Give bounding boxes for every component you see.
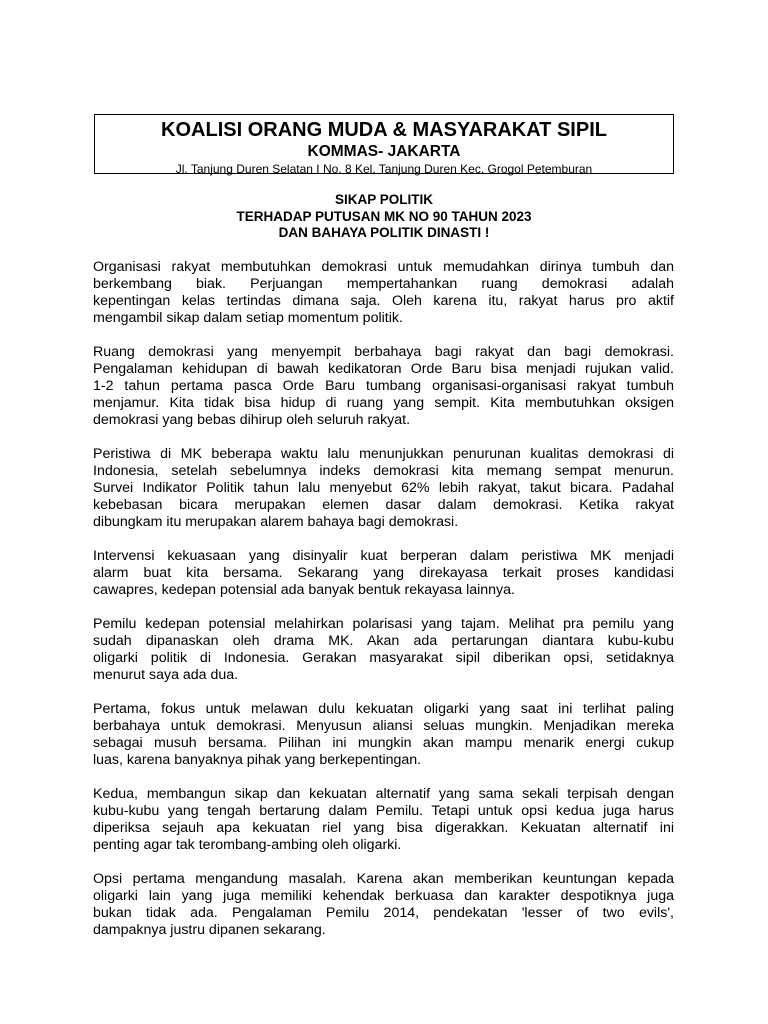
paragraph-line: Peristiwa di MK beberapa waktu lalu menunjukkan penurunan kualitas demokrasi di — [93, 446, 674, 462]
paragraph-line: berkembang biak. Perjuangan mempertahankan ruang demokrasi adalah — [93, 276, 674, 292]
paragraph-line: kebebasan bicara merupakan elemen dasar dalam demokrasi. Ketika rakyat — [93, 497, 674, 513]
paragraph-line: oligarki lain yang juga memiliki kehendak berkuasa dan karakter despotiknya juga — [93, 888, 674, 904]
title-line-3: DAN BAHAYA POLITIK DINASTI ! — [278, 225, 490, 240]
paragraph-line: dibungkam itu merupakan alarem bahaya bagi demokrasi. — [93, 514, 459, 530]
paragraph-line: Pengalaman kehidupan di bawah kedikatoran Orde Baru bisa menjadi rujukan valid. — [93, 361, 674, 377]
paragraph — [93, 871, 674, 939]
paragraph — [93, 616, 674, 684]
paragraph-line: kubu-kubu yang tengah bertarung dalam Pemilu. Tetapi untuk opsi kedua juga harus — [93, 803, 674, 819]
organization-name: KOALISI ORANG MUDA & MASYARAKAT SIPIL — [161, 119, 607, 141]
paragraph-line: Opsi pertama mengandung masalah. Karena akan memberikan keuntungan kepada — [93, 871, 674, 887]
paragraph-line: Pertama, fokus untuk melawan dulu kekuatan oligarki yang saat ini terlihat paling — [93, 701, 674, 717]
paragraph-line: Survei Indikator Politik tahun lalu menyebut 62% lebih rakyat, takut bicara. Padahal — [93, 480, 674, 496]
paragraph-line: 1-2 tahun pertama pasca Orde Baru tumbang organisasi-organisasi rakyat tumbuh — [93, 378, 674, 394]
paragraph-line: Ruang demokrasi yang menyempit berbahaya bagi rakyat dan bagi demokrasi. — [93, 344, 674, 360]
paragraph-line: menurut saya ada dua. — [93, 667, 239, 683]
paragraph-line: Pemilu kedepan potensial melahirkan polarisasi yang tajam. Melihat pra pemilu yang — [93, 616, 674, 632]
paragraph-line: mengambil sikap dalam setiap momentum politik. — [93, 310, 403, 326]
paragraph-line: sebagai musuh bersama. Pilihan ini mungkin akan mampu menarik energi cukup — [93, 735, 674, 751]
paragraph — [93, 786, 674, 854]
letterhead-box — [94, 114, 674, 174]
paragraph — [93, 344, 674, 429]
document-title — [94, 192, 674, 242]
organization-address: Jl. Tanjung Duren Selatan I No. 8 Kel. Tanjung Duren Kec. Grogol Petemburan — [175, 162, 593, 176]
paragraph-line: Indonesia, setelah sebelumnya indeks demokrasi kita memang sempat menurun. — [93, 463, 674, 479]
paragraph-line: Intervensi kekuasaan yang disinyalir kuat berperan dalam peristiwa MK menjadi — [93, 548, 674, 564]
paragraph — [93, 548, 674, 599]
paragraph-line: bukan tidak ada. Pengalaman Pemilu 2014, pendekatan 'lesser of two evils', — [93, 905, 674, 921]
paragraph-line: menjamur. Kita tidak bisa hidup di ruang yang sempit. Kita membutuhkan oksigen — [93, 395, 674, 411]
organization-subtitle: KOMMAS- JAKARTA — [307, 143, 461, 160]
paragraph-line: alarm buat kita bersama. Sekarang yang direkayasa terkait proses kandidasi — [93, 565, 674, 581]
paragraph — [93, 701, 674, 769]
document-body — [93, 259, 674, 956]
title-line-2: TERHADAP PUTUSAN MK NO 90 TAHUN 2023 — [236, 208, 532, 224]
paragraph-line: cawapres, kedepan potensial ada banyak bentuk rekayasa lainnya. — [93, 582, 515, 598]
paragraph-line: luas, karena banyaknya pihak yang berkepentingan. — [93, 752, 422, 768]
paragraph-line: Kedua, membangun sikap dan kekuatan alternatif yang sama sekali terpisah dengan — [93, 786, 674, 802]
title-line-1: SIKAP POLITIK — [334, 192, 433, 207]
paragraph-line: oligarki politik di Indonesia. Gerakan masyarakat sipil diberikan opsi, setidaknya — [93, 650, 674, 666]
paragraph-line: diperiksa sejauh apa kekuatan riel yang bisa digerakkan. Kekuatan alternatif ini — [93, 820, 674, 836]
paragraph-line: sudah dipanaskan oleh drama MK. Akan ada pertarungan diantara kubu-kubu — [93, 633, 674, 649]
paragraph-line: penting agar tak terombang-ambing oleh oligarki. — [93, 837, 402, 853]
paragraph-line: demokrasi yang bebas dihirup oleh seluruh rakyat. — [93, 412, 411, 428]
paragraph-line: berbahaya untuk demokrasi. Menyusun aliansi seluas mungkin. Menjadikan mereka — [93, 718, 674, 734]
paragraph — [93, 259, 674, 327]
paragraph-line: dampaknya justru dipanen sekarang. — [93, 922, 326, 938]
paragraph-line: Organisasi rakyat membutuhkan demokrasi untuk memudahkan dirinya tumbuh dan — [93, 259, 674, 275]
paragraph-line: kepentingan kelas tertindas dimana saja. Oleh karena itu, rakyat harus pro aktif — [93, 293, 674, 309]
paragraph — [93, 446, 674, 531]
